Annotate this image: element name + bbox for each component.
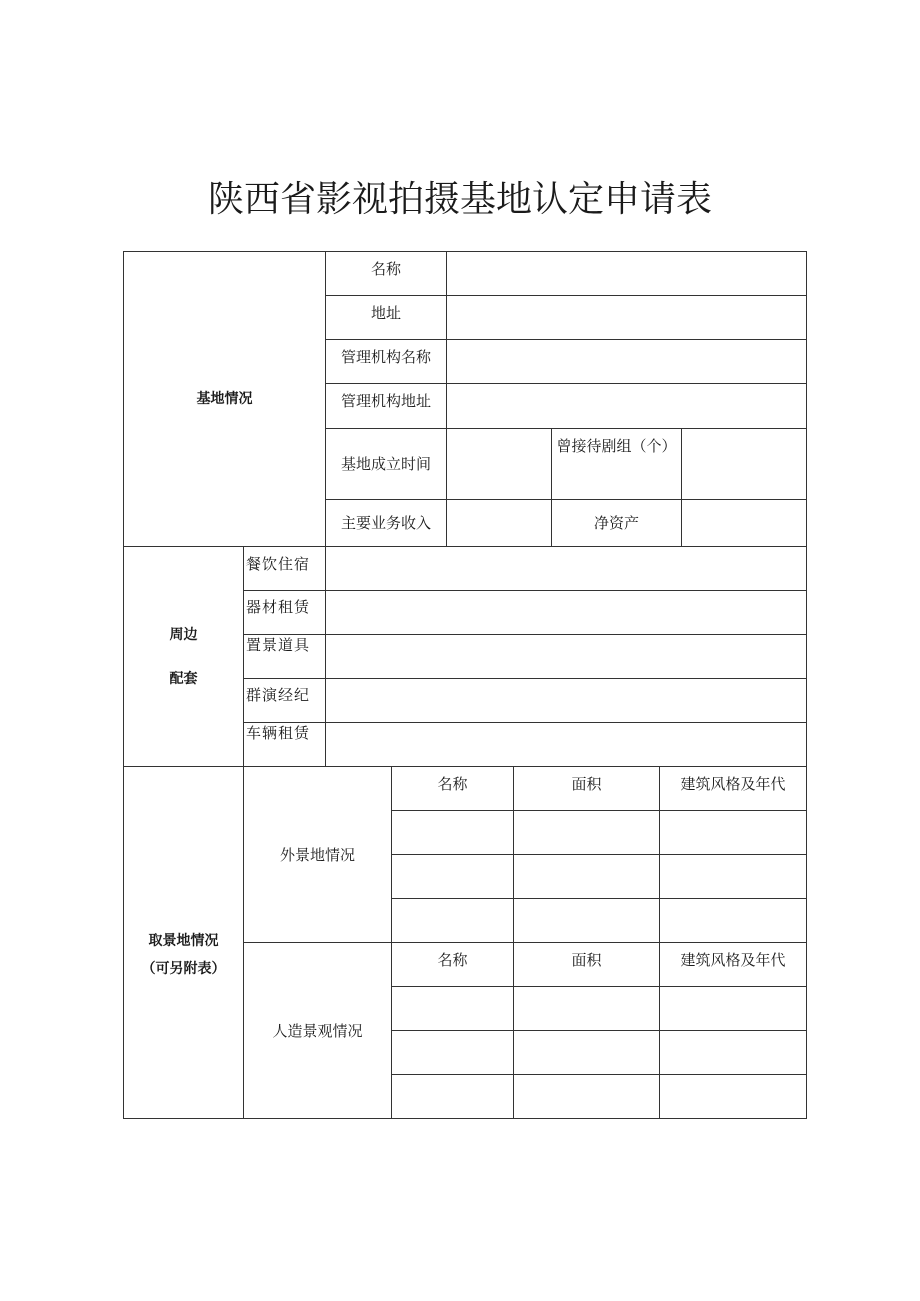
field-catering[interactable] [325,546,806,590]
outdoor-row1-area[interactable] [513,810,659,854]
artificial-row3-name[interactable] [391,1074,513,1118]
field-vehicle-rental[interactable] [325,722,806,766]
artificial-row1-area[interactable] [513,986,659,1030]
outdoor-row3-area[interactable] [513,898,659,942]
artificial-header-style: 建筑风格及年代 [659,942,806,986]
artificial-row3-style[interactable] [659,1074,806,1118]
label-equipment-rental: 器材租赁 [243,590,325,634]
artificial-row3-area[interactable] [513,1074,659,1118]
label-props: 置景道具 [243,634,325,678]
field-equipment-rental[interactable] [325,590,806,634]
artificial-header-area: 面积 [513,942,659,986]
field-name[interactable] [446,251,806,295]
outdoor-header-style: 建筑风格及年代 [659,766,806,810]
field-props[interactable] [325,634,806,678]
field-extras-agency[interactable] [325,678,806,722]
field-founded[interactable] [446,428,551,499]
outdoor-row1-name[interactable] [391,810,513,854]
field-address[interactable] [446,295,806,339]
field-crews[interactable] [681,428,806,499]
outdoor-row2-style[interactable] [659,854,806,898]
label-net-assets: 净资产 [551,499,681,546]
label-vehicle-rental: 车辆租赁 [243,722,325,766]
facilities-label-line1: 周边 [169,626,198,643]
outdoor-row3-name[interactable] [391,898,513,942]
artificial-row2-area[interactable] [513,1030,659,1074]
outdoor-header-name: 名称 [391,766,513,810]
label-artificial-scenery: 人造景观情况 [243,942,391,1118]
field-net-assets[interactable] [681,499,806,546]
locations-label-line1: 取景地情况 [148,932,219,949]
label-founded: 基地成立时间 [325,428,446,499]
outdoor-row3-style[interactable] [659,898,806,942]
artificial-row2-name[interactable] [391,1030,513,1074]
section-label-locations [123,766,243,1118]
label-name: 名称 [325,251,446,295]
outdoor-row2-area[interactable] [513,854,659,898]
artificial-row1-name[interactable] [391,986,513,1030]
outdoor-row2-name[interactable] [391,854,513,898]
label-mgmt-name: 管理机构名称 [325,339,446,383]
label-crews: 曾接待剧组（个） [551,428,681,499]
artificial-header-name: 名称 [391,942,513,986]
outdoor-header-area: 面积 [513,766,659,810]
facilities-label-line2: 配套 [169,670,198,687]
outdoor-row1-style[interactable] [659,810,806,854]
locations-label-line2: （可另附表） [141,960,226,977]
form-title: 陕西省影视拍摄基地认定申请表 [207,179,712,220]
section-label-facilities [123,546,243,766]
section-label-base-info: 基地情况 [123,251,325,546]
artificial-row1-style[interactable] [659,986,806,1030]
field-mgmt-name[interactable] [446,339,806,383]
label-revenue: 主要业务收入 [325,499,446,546]
artificial-row2-style[interactable] [659,1030,806,1074]
label-mgmt-address: 管理机构地址 [325,383,446,428]
field-revenue[interactable] [446,499,551,546]
label-extras-agency: 群演经纪 [243,678,325,722]
field-mgmt-address[interactable] [446,383,806,428]
label-outdoor-sites: 外景地情况 [243,766,391,942]
label-address: 地址 [325,295,446,339]
label-catering: 餐饮住宿 [243,546,325,590]
